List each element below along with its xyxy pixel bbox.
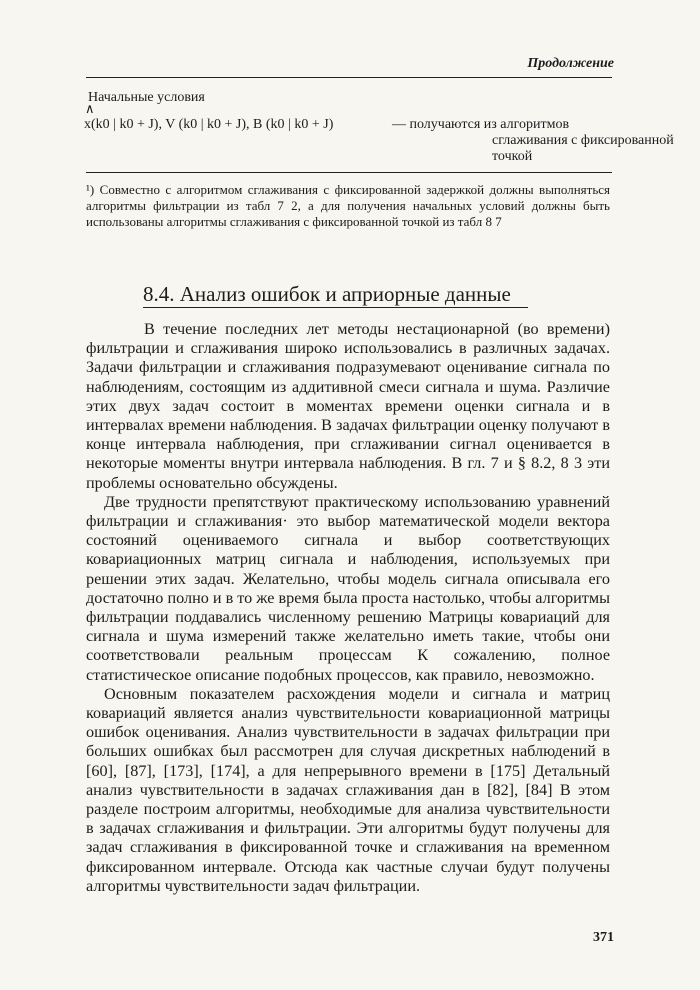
section-body bbox=[86, 320, 610, 896]
continuation-label: Продолжение bbox=[527, 56, 614, 71]
formula-math: x(k0 | k0 + J), V (k0 | k0 + J), B (k0 | k0 + J) bbox=[84, 117, 334, 132]
formula-tail-line3: точкой bbox=[492, 149, 533, 164]
table-bottom-rule bbox=[86, 172, 612, 173]
heading-underline bbox=[143, 307, 528, 308]
formula-tail-line2: сглаживания с фиксированной bbox=[492, 133, 674, 148]
footnote-marker: ¹) bbox=[86, 182, 95, 197]
paragraph: Две трудности препятствуют практическому использованию уравнений фильтрации и сглаживания· это выбор математической модели вектора состояний оцениваемого сигнала и выбор соответствующих ковариационных матриц сигнала и наблюдения, используемых при решении этих задач. Желательно, чтобы модель сигнала описывала его достаточно полно и в то же время была проста настолько, чтобы алгоритмы фильтрации поддавались численному решению Матрицы ковариаций для сигнала и шума измерений также желательно иметь такие, чтобы они соответствовали реальным процессам К сожалению, полное статистическое описание подобных процессов, как правило, невозможно. bbox=[86, 492, 610, 684]
table-top-rule bbox=[86, 77, 612, 78]
hat-accent: ∧ bbox=[85, 101, 95, 116]
footnote bbox=[86, 182, 610, 230]
paragraph: Основным показателем расхождения модели и сигнала и матриц ковариаций является анализ чувствительности ковариационной матрицы ошибок оценивания. Анализ чувствительности в задачах фильтрации при больших ошибках был рассмотрен для случая дискретных наблюдений в [60], [87], [173], [174], а для непрерывного времени в [175] Детальный анализ чувствительности в задачах сглаживания дан в [82], [84] В этом разделе построим алгоритмы, необходимые для анализа чувствительности в задачах сглаживания и фильтрации. Эти алгоритмы будут получены для задач сглаживания в фиксированной точке и сглаживания на временном фиксированном интервале. Отсюда как частные случаи будут получены алгоритмы чувствительности задач фильтрации. bbox=[86, 684, 610, 895]
paragraph: В течение последних лет методы нестационарной (во времени) фильтрации и сглаживания широко использовались в различных задачах. Задачи фильтрации и сглаживания подразумевают оценивание сигнала по наблюдениям, состоящим из аддитивной смеси сигнала и шума. Различие этих двух задач состоит в моментах времени оценки сигнала и в интервалах времени наблюдения. В задачах фильтрации оценку получают в конце интервала наблюдения, при сглаживании сигнал оценивается в некоторые моменты внутри интервала наблюдения. В гл. 7 и § 8.2, 8 3 эти проблемы основательно обсуждены. bbox=[86, 320, 610, 492]
page-number: 371 bbox=[593, 930, 614, 945]
formula-tail-line1: — получаются из алгоритмов bbox=[392, 117, 570, 132]
initial-conditions-label: Начальные условия bbox=[88, 90, 205, 105]
footnote-text: Совместно с алгоритмом сглаживания с фиксированной задержкой должны выполняться алгоритмы фильтрации из табл 7 2, а для получения начальных условий должны быть использованы алгоритмы сглаживания с фиксированной точкой из табл 8 7 bbox=[86, 182, 611, 229]
section-heading: 8.4. Анализ ошибок и априорные данные bbox=[143, 282, 511, 306]
